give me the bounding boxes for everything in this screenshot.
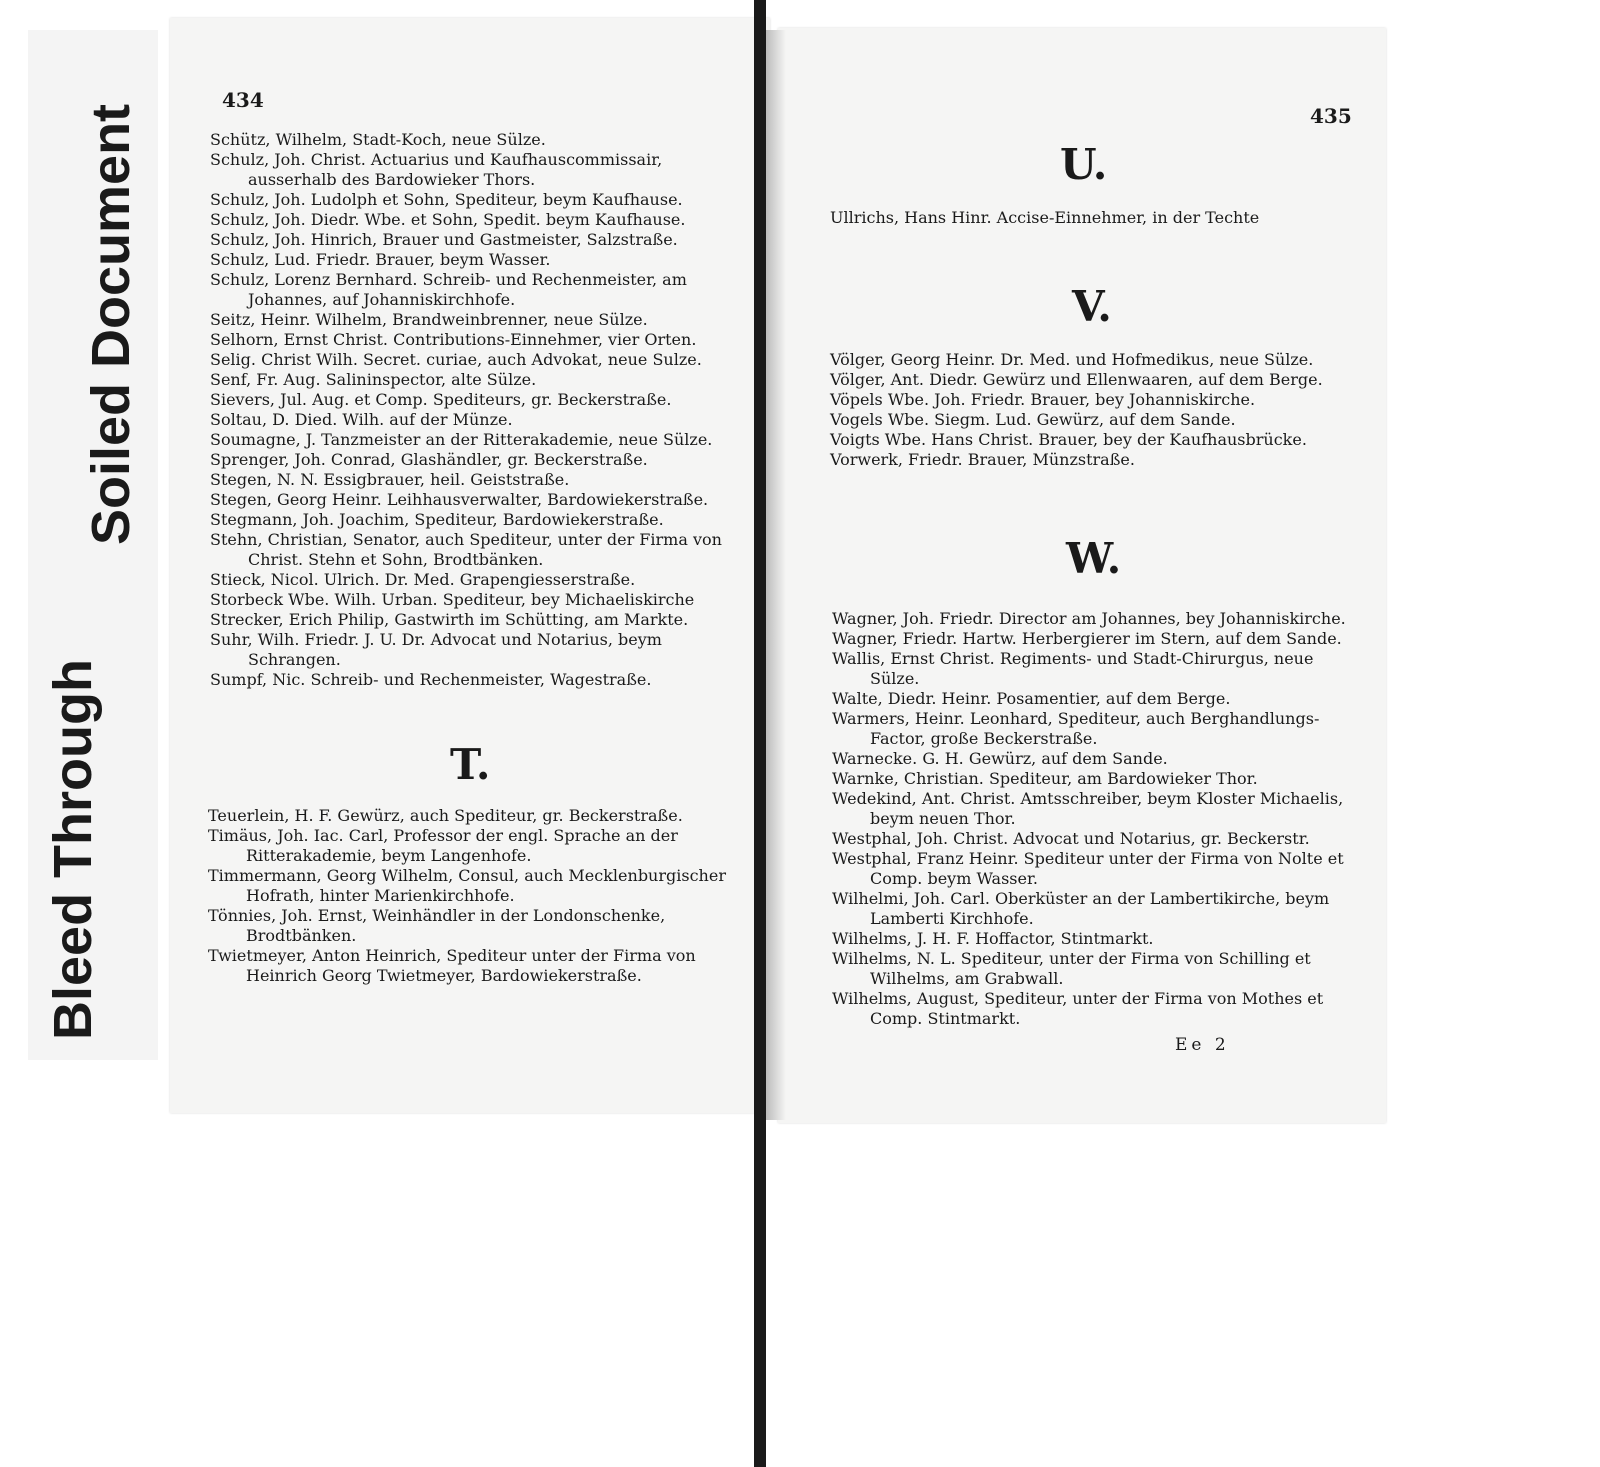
list-item: Ullrichs, Hans Hinr. Accise-Einnehmer, in der Techte	[830, 208, 1260, 227]
list-item: Sprenger, Joh. Conrad, Glashändler, gr. Beckerstraße.	[210, 450, 648, 469]
list-item: Schulz, Joh. Ludolph et Sohn, Spediteur, beym Kaufhause.	[210, 190, 683, 209]
w-entry-list	[832, 609, 1362, 1029]
list-item: Wilhelmi, Joh. Carl. Oberküster an der Lambertikirche, beym Lamberti Kirchhofe.	[832, 889, 1330, 928]
list-item: Schütz, Wilhelm, Stadt-Koch, neue Sülze.	[210, 130, 546, 149]
spine-shadow	[766, 30, 786, 1120]
list-item: Wallis, Ernst Christ. Regiments- und Stadt-Chirurgus, neue Sülze.	[832, 649, 1314, 688]
list-item: Strecker, Erich Philip, Gastwirth im Schütting, am Markte.	[210, 610, 689, 629]
list-item: Senf, Fr. Aug. Salininspector, alte Sülze.	[210, 370, 537, 389]
list-item: Tönnies, Joh. Ernst, Weinhändler in der Londonschenke, Brodtbänken.	[208, 906, 666, 945]
list-item: Wilhelms, N. L. Spediteur, unter der Firma von Schilling et Wilhelms, am Grabwall.	[832, 949, 1311, 988]
list-item: Teuerlein, H. F. Gewürz, auch Spediteur, gr. Beckerstraße.	[208, 806, 683, 825]
soiled-document-label: Soiled Document	[81, 103, 141, 545]
list-item: Selig. Christ Wilh. Secret. curiae, auch Advokat, neue Sulze.	[210, 350, 702, 369]
list-item: Sumpf, Nic. Schreib- und Rechenmeister, Wagestraße.	[210, 670, 652, 689]
list-item: Schulz, Joh. Christ. Actuarius und Kaufhauscommissair, ausserhalb des Bardowieker Thors.	[210, 150, 663, 189]
list-item: Voigts Wbe. Hans Christ. Brauer, bey der Kaufhausbrücke.	[830, 430, 1307, 449]
list-item: Warmers, Heinr. Leonhard, Spediteur, auch Berghandlungs-Factor, große Beckerstraße.	[832, 709, 1320, 748]
list-item: Schulz, Joh. Diedr. Wbe. et Sohn, Spedit. beym Kaufhause.	[210, 210, 686, 229]
list-item: Schulz, Lorenz Bernhard. Schreib- und Rechenmeister, am Johannes, auf Johanniskirchhofe.	[210, 270, 687, 309]
left-entry-list	[210, 130, 750, 690]
right-page-number: 435	[1310, 104, 1352, 128]
list-item: Wilhelms, J. H. F. Hoffactor, Stintmarkt.	[832, 929, 1154, 948]
list-item: Völger, Georg Heinr. Dr. Med. und Hofmedikus, neue Sülze.	[830, 350, 1314, 369]
left-page-number: 434	[222, 88, 264, 112]
list-item: Wagner, Friedr. Hartw. Herbergierer im Stern, auf dem Sande.	[832, 629, 1342, 648]
list-item: Seitz, Heinr. Wilhelm, Brandweinbrenner, neue Sülze.	[210, 310, 648, 329]
list-item: Selhorn, Ernst Christ. Contributions-Einnehmer, vier Orten.	[210, 330, 697, 349]
list-item: Schulz, Joh. Hinrich, Brauer und Gastmeister, Salzstraße.	[210, 230, 678, 249]
list-item: Storbeck Wbe. Wilh. Urban. Spediteur, bey Michaeliskirche	[210, 590, 695, 609]
book-spine	[754, 0, 766, 1467]
list-item: Suhr, Wilh. Friedr. J. U. Dr. Advocat und Notarius, beym Schrangen.	[210, 630, 662, 669]
list-item: Westphal, Franz Heinr. Spediteur unter der Firma von Nolte et Comp. beym Wasser.	[832, 849, 1344, 888]
v-entry-list	[830, 350, 1360, 470]
list-item: Warnecke. G. H. Gewürz, auf dem Sande.	[832, 749, 1168, 768]
list-item: Timäus, Joh. Iac. Carl, Professor der engl. Sprache an der Ritterakademie, beym Langenhofe.	[208, 826, 678, 865]
u-entry-list	[830, 208, 1360, 228]
signature-mark: Ee 2	[1175, 1035, 1230, 1055]
list-item: Timmermann, Georg Wilhelm, Consul, auch Mecklenburgischer Hofrath, hinter Marienkirchhofe.	[208, 866, 726, 905]
list-item: Twietmeyer, Anton Heinrich, Spediteur unter der Firma von Heinrich Georg Twietmeyer, Bardowiekerstraße.	[208, 946, 696, 985]
list-item: Soumagne, J. Tanzmeister an der Ritterakademie, neue Sülze.	[210, 430, 713, 449]
section-letter-u: U.	[1060, 140, 1108, 189]
list-item: Stehn, Christian, Senator, auch Spediteur, unter der Firma von Christ. Stehn et Sohn, Brodtbänken.	[210, 530, 722, 569]
list-item: Wilhelms, August, Spediteur, unter der Firma von Mothes et Comp. Stintmarkt.	[832, 989, 1324, 1028]
list-item: Warnke, Christian. Spediteur, am Bardowieker Thor.	[832, 769, 1258, 788]
section-letter-v: V.	[1072, 282, 1112, 331]
list-item: Vöpels Wbe. Joh. Friedr. Brauer, bey Johanniskirche.	[830, 390, 1256, 409]
section-letter-t: T.	[450, 740, 491, 789]
list-item: Vorwerk, Friedr. Brauer, Münzstraße.	[830, 450, 1135, 469]
t-entry-list	[208, 806, 728, 986]
section-letter-w: W.	[1066, 534, 1122, 583]
list-item: Stieck, Nicol. Ulrich. Dr. Med. Grapengiesserstraße.	[210, 570, 636, 589]
list-item: Sievers, Jul. Aug. et Comp. Spediteurs, gr. Beckerstraße.	[210, 390, 672, 409]
list-item: Stegen, N. N. Essigbrauer, heil. Geiststraße.	[210, 470, 570, 489]
list-item: Soltau, D. Died. Wilh. auf der Münze.	[210, 410, 513, 429]
list-item: Walte, Diedr. Heinr. Posamentier, auf dem Berge.	[832, 689, 1231, 708]
list-item: Stegmann, Joh. Joachim, Spediteur, Bardowiekerstraße.	[210, 510, 664, 529]
list-item: Vogels Wbe. Siegm. Lud. Gewürz, auf dem Sande.	[830, 410, 1236, 429]
list-item: Stegen, Georg Heinr. Leihhausverwalter, Bardowiekerstraße.	[210, 490, 709, 509]
bleed-through-label: Bleed Through	[43, 659, 103, 1040]
list-item: Völger, Ant. Diedr. Gewürz und Ellenwaaren, auf dem Berge.	[830, 370, 1323, 389]
list-item: Wedekind, Ant. Christ. Amtsschreiber, beym Kloster Michaelis, beym neuen Thor.	[832, 789, 1344, 828]
list-item: Westphal, Joh. Christ. Advocat und Notarius, gr. Beckerstr.	[832, 829, 1310, 848]
list-item: Schulz, Lud. Friedr. Brauer, beym Wasser.	[210, 250, 551, 269]
list-item: Wagner, Joh. Friedr. Director am Johannes, bey Johanniskirche.	[832, 609, 1346, 628]
